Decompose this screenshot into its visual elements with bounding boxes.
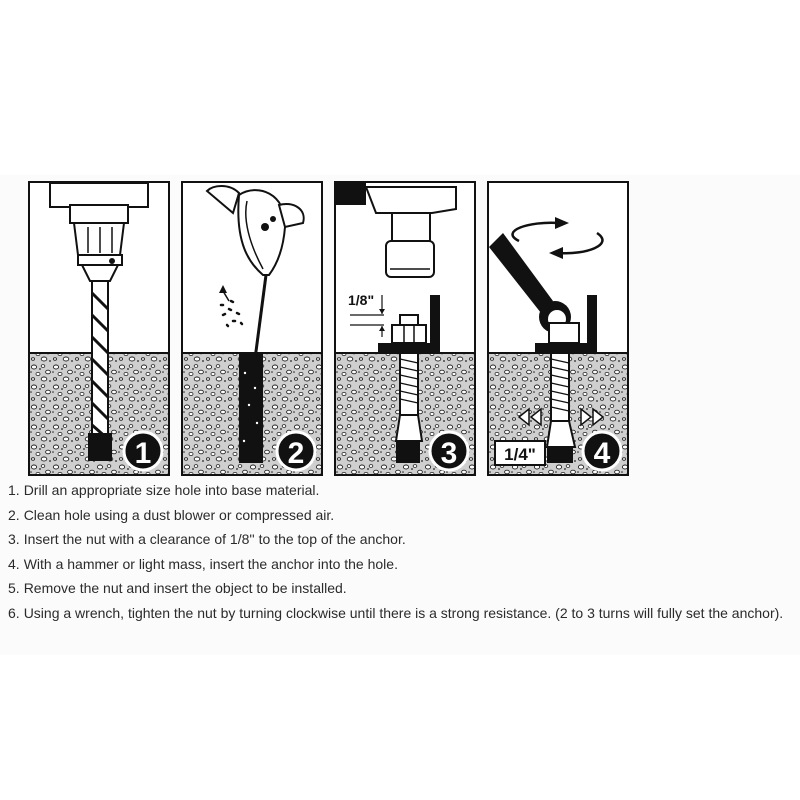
hammer-icon bbox=[336, 183, 474, 474]
panel-step-1 bbox=[28, 181, 170, 476]
instruction-step: 6. Using a wrench, tighten the nut by turning clockwise until there is a strong resistance. (2 to 3 turns will fully set the anchor). bbox=[8, 604, 784, 621]
drill-icon bbox=[30, 183, 168, 474]
step-number-2: 2 bbox=[287, 437, 305, 470]
instruction-step: 5. Remove the nut and insert the object to be installed. bbox=[8, 580, 347, 597]
panel-step-2 bbox=[181, 181, 323, 476]
panel-step-4 bbox=[487, 181, 629, 476]
instruction-step: 2. Clean hole using a dust blower or compressed air. bbox=[8, 506, 335, 523]
step-number-4: 4 bbox=[593, 437, 611, 470]
instruction-step: 4. With a hammer or light mass, insert the anchor into the hole. bbox=[8, 555, 398, 572]
instruction-list bbox=[8, 478, 798, 626]
instruction-step: 1. Drill an appropriate size hole into base material. bbox=[8, 482, 320, 498]
panel-step-3 bbox=[334, 181, 476, 476]
instruction-step: 3. Insert the nut with a clearance of 1/8'' to the top of the anchor. bbox=[8, 531, 406, 548]
step-number-1: 1 bbox=[134, 437, 152, 470]
step-number-3: 3 bbox=[440, 437, 458, 470]
depth-label: 1/4" bbox=[504, 445, 536, 464]
clearance-label: 1/8" bbox=[348, 292, 375, 308]
dust-blower-icon bbox=[183, 183, 321, 474]
installation-diagram bbox=[28, 181, 638, 476]
wrench-icon bbox=[489, 183, 627, 474]
rotation-arrows-icon bbox=[513, 217, 603, 259]
